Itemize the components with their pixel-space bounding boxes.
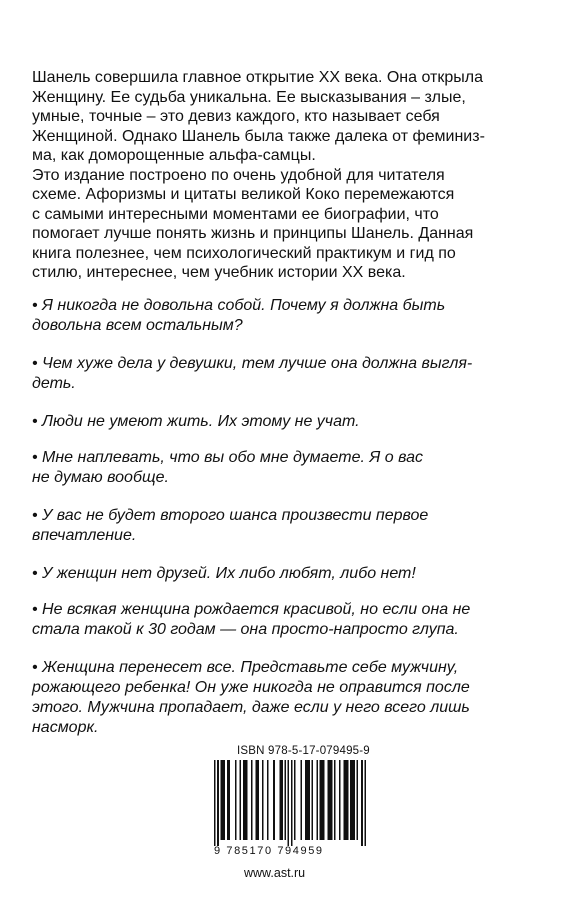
description-line: Женщиной. Однако Шанель была также далека от феминиз- [32, 127, 485, 145]
barcode-bar [361, 760, 363, 846]
barcode-bar [305, 760, 307, 840]
barcode [214, 760, 366, 846]
barcode-number: 9 785170 794959 [214, 845, 324, 857]
barcode-bar [329, 760, 331, 840]
barcode-bar [273, 760, 275, 840]
barcode-bar [235, 760, 237, 840]
barcode-bar [328, 760, 330, 840]
barcode-bar [243, 760, 245, 840]
barcode-bar [316, 760, 318, 840]
quote-item [32, 296, 544, 336]
quote-line: деть. [32, 375, 76, 392]
quote-item [32, 412, 544, 432]
barcode-bar [244, 760, 246, 840]
quote-line: • Не всякая женщина рождается красивой, но если она не [32, 601, 471, 618]
barcode-bar [284, 760, 286, 840]
quote-item [32, 506, 544, 546]
barcode-bar [308, 760, 310, 840]
barcode-bar [312, 760, 314, 840]
publisher-website: www.ast.ru [244, 866, 306, 880]
description-line: стилю, интереснее, чем учебник истории XX века. [32, 264, 406, 281]
barcode-bar [300, 760, 302, 840]
barcode-bar [294, 760, 296, 840]
barcode-bar [307, 760, 309, 840]
barcode-bar [251, 760, 253, 840]
barcode-bar [356, 760, 358, 840]
description-line: Это издание построено по очень удобной для читателя [32, 166, 445, 184]
quote-line: рожающего ребенка! Он уже никогда не оправится после [32, 679, 470, 696]
barcode-bar [291, 760, 293, 846]
barcode-bar [256, 760, 258, 840]
barcode-bar [257, 760, 259, 840]
quote-line: • Люди не умеют жить. Их этому не учат. [32, 413, 360, 430]
quote-line: • Чем хуже дела у девушки, тем лучше она должна выгля- [32, 355, 473, 372]
quote-line: • Я никогда не довольна собой. Почему я должна быть [32, 297, 446, 314]
isbn-label: ISBN 978-5-17-079495-9 [237, 745, 370, 757]
barcode-bar [344, 760, 346, 840]
barcode-bar [320, 760, 322, 840]
quote-item [32, 448, 544, 488]
quote-item [32, 600, 544, 640]
barcode-bar [240, 760, 242, 840]
barcode-bar [220, 760, 222, 840]
quote-line: насморк. [32, 719, 99, 736]
barcode-bar [262, 760, 264, 840]
barcode-bar [267, 760, 269, 840]
barcode-bar [352, 760, 354, 840]
description-line: помогает лучше понять жизнь и принципы Шанель. Данная [32, 225, 474, 242]
barcode-bar [350, 760, 352, 840]
description-line: ма, как доморощенные альфа-самцы. [32, 147, 316, 164]
quote-line: стала такой к 30 годам — она просто-напросто глупа. [32, 621, 459, 638]
barcode-bar [214, 760, 216, 846]
barcode-bar [339, 760, 341, 840]
quote-line: • Мне наплевать, что вы обо мне думаете. Я о вас [32, 449, 423, 466]
quote-line: • Женщина перенесет все. Представьте себе мужчину, [32, 659, 459, 676]
barcode-bar [353, 760, 355, 840]
quote-item [32, 564, 544, 584]
barcode-bar [288, 760, 290, 846]
description-line: умные, точные – это девиз каждого, кто называет себя [32, 108, 440, 125]
description-line: Женщину. Ее судьба уникальна. Ее высказывания – злые, [32, 88, 466, 106]
barcode-bar [280, 760, 282, 840]
barcode-bar [224, 760, 226, 840]
quote-line: впечатление. [32, 527, 137, 544]
book-description [32, 68, 544, 283]
quote-item [32, 658, 544, 738]
quote-line: не думаю вообще. [32, 469, 169, 486]
quote-line: • У вас не будет второго шанса произвести первое [32, 507, 429, 524]
quote-line: этого. Мужчина пропадает, даже если у него всего лишь [32, 699, 470, 716]
barcode-bar [323, 760, 325, 840]
quote-item [32, 354, 544, 394]
description-line: схеме. Афоризмы и цитаты великой Коко перемежаются [32, 186, 455, 203]
barcode-bar [227, 760, 229, 840]
barcode-bar [222, 760, 224, 840]
barcode-bar [246, 760, 248, 840]
quote-line: • У женщин нет друзей. Их либо любят, либо нет! [32, 565, 416, 582]
description-line: книга полезнее, чем психологический практикум и гид по [32, 244, 456, 262]
barcode-bar [321, 760, 323, 840]
description-line: с самыми интересными моментами ее биографии, что [32, 205, 439, 223]
barcode-bar [364, 760, 366, 846]
barcode-bar [331, 760, 333, 840]
quote-line: довольна всем остальным? [32, 317, 243, 334]
barcode-bar [281, 760, 283, 840]
description-line: Шанель совершила главное открытие XX века. Она открыла [32, 69, 483, 86]
barcode-bar [347, 760, 349, 840]
barcode-bar [228, 760, 230, 840]
barcode-bar [334, 760, 336, 840]
barcode-bar [217, 760, 219, 846]
barcode-bar [345, 760, 347, 840]
